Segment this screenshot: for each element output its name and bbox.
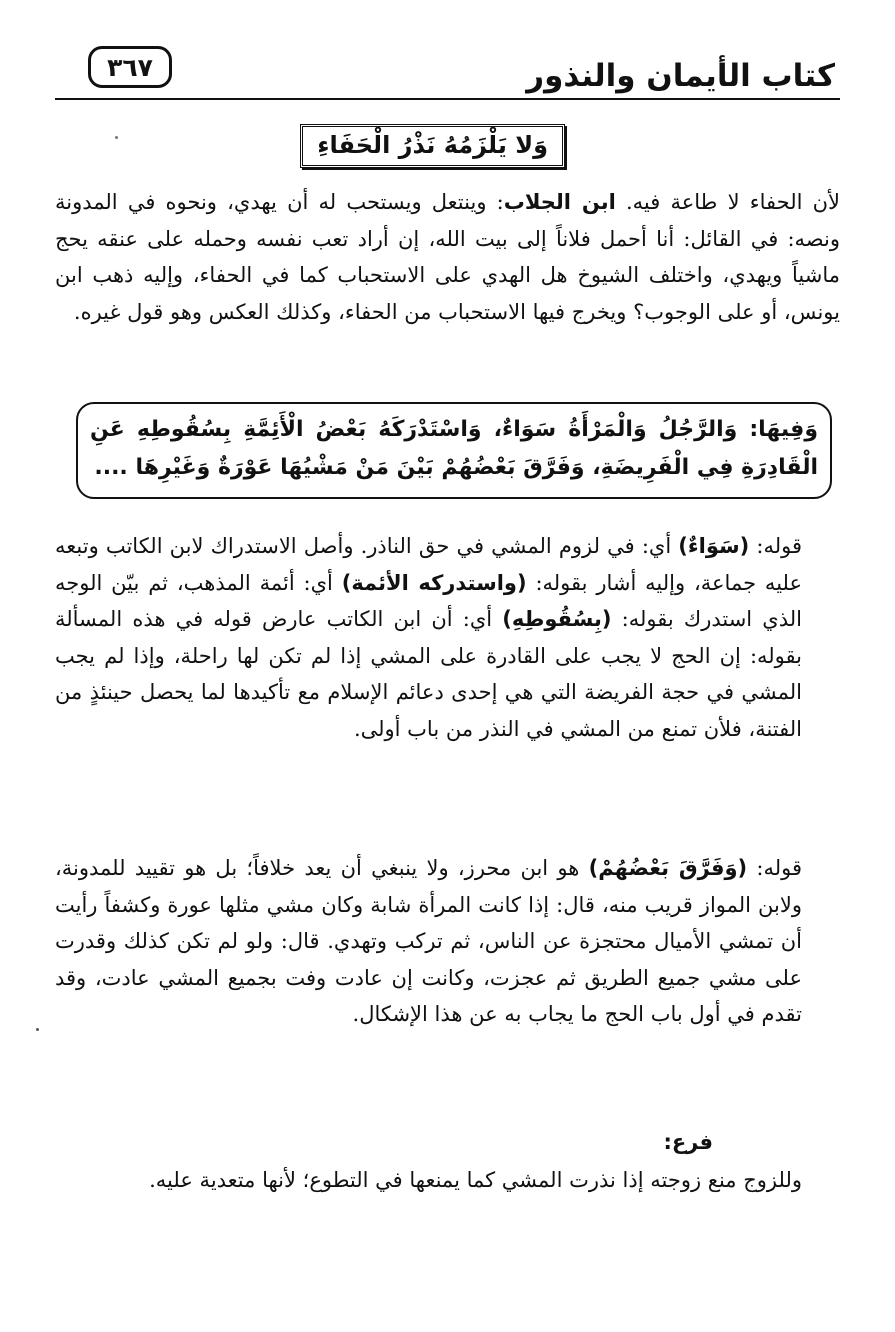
- paragraph-2-text-4: أي: أن ابن الكاتب عارض قوله في هذه المسألة بقوله: إن الحج لا يجب على القادرة على المشي إذا لم تكن لها راحلة، وإذا لم يجب المشي في حجة الفريضة التي هي إحدى دعائم الإسلام مع تأكيدها لما يحصل حينئذٍ من الفتنة، فلأن تمنع من المشي في النذر من باب أولى.: [55, 607, 802, 741]
- quote-wafarraqa: (وَفَرَّقَ بَعْضُهُمْ): [588, 856, 748, 880]
- quote-istadrakahu: (واستدركه الأئمة): [341, 570, 527, 595]
- margin-dot: [115, 136, 118, 139]
- paragraph-2-text-1: قوله:: [749, 534, 802, 558]
- paragraph-2: [55, 528, 840, 747]
- paragraph-3-text-1: قوله:: [747, 856, 802, 880]
- running-title: كتاب الأيمان والنذور: [526, 58, 835, 94]
- quote-sawaa: (سَوَاءٌ): [678, 534, 750, 558]
- quote-bisuqutihi: (بِسُقُوطِهِ): [502, 607, 612, 632]
- header-rule: [55, 98, 840, 100]
- far-label: فرع:: [663, 1130, 713, 1154]
- paragraph-1-text-a: لأن الحفاء لا طاعة فيه.: [615, 190, 841, 214]
- paragraph-1-text-b: : وينتعل ويستحب له أن يهدي، ونحوه في المدونة ونصه: في القائل: أنا أحمل فلاناً إلى بيت الله، إن أراد تعب نفسه وحمله على عنقه يحج ماشياً ويهدي، واختلف الشيوخ هل الهدي على الاستحباب كما في الحفاء، وإليه ذهب ابن يونس، أو على الوجوب؟ ويخرج فيها الاستحباب من الحفاء، وكذلك العكس وهو قول غيره.: [55, 190, 840, 324]
- far-text: وللزوج منع زوجته إذا نذرت المشي كما يمنعها في التطوع؛ لأنها متعدية عليه.: [149, 1168, 802, 1192]
- paragraph-2-text-3: أي: أئمة المذهب، ثم بيّن الوجه الذي استدرك بقوله:: [55, 570, 802, 632]
- matn-text-box: وَفِيهَا: وَالرَّجُلُ وَالْمَرْأَةُ سَوَاءٌ، وَاسْتَدْرَكَهُ بَعْضُ الْأَئِمَّةِ بِسُقُوطِهِ عَنِ الْقَادِرَةِ فِي الْفَرِيضَةِ، وَفَرَّقَ بَعْضُهُمْ بَيْنَ مَنْ مَشْيُهَا عَوْرَةٌ وَغَيْرِهَا ....: [76, 402, 832, 499]
- paragraph-3-text-2: هو ابن محرز، ولا ينبغي أن يعد خلافاً؛ بل هو تقييد للمدونة، ولابن المواز قريب منه، قال: إذا كانت المرأة شابة وكان مشي مثلها عورة وكشفاً رأيت أن تمشي الأميال محتجزة عن الناس، ثم تركب وتهدي. قال: ولو لم تكن كذلك وقدرت على مشي جميع الطريق ثم عجزت، وكانت إن عادت وفت بجميع المشي عادت، وقد تقدم في أول باب الحج ما يجاب به عن هذا الإشكال.: [55, 856, 802, 1027]
- source-ibn-al-jallab: ابن الجلاب: [503, 190, 616, 214]
- section-heading: وَلا يَلْزَمُهُ نَذْرُ الْحَفَاءِ: [300, 124, 565, 168]
- paragraph-3: [55, 850, 840, 1033]
- margin-dot: [36, 1028, 39, 1031]
- page-number: ٣٦٧: [88, 46, 172, 88]
- paragraph-1: [55, 184, 840, 330]
- paragraph-2-text-2: أي: في لزوم المشي في حق الناذر. وأصل الاستدراك لابن الكاتب وتبعه عليه جماعة، وإليه أشار بقوله:: [55, 534, 803, 595]
